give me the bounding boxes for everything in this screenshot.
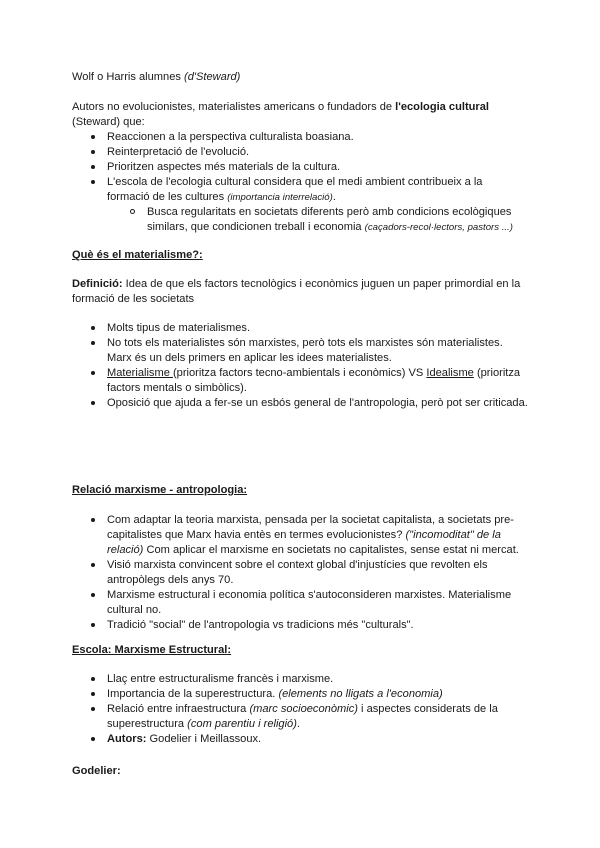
list-item-text-end: Com aplicar el marxisme en societats no capitalistes, sense estat ni mercat.: [143, 544, 519, 556]
intro-paragraph-end: (Steward) que:: [72, 116, 145, 128]
materialisme-term: Materialisme: [107, 367, 173, 379]
list-item: [72, 160, 528, 175]
sub-list-item-text: Busca regularitats en societats diferents però amb condicions ecològiques similars, que condicionen treball i economia: [147, 206, 512, 233]
list-item: [72, 687, 528, 702]
list-item-text-end: .: [332, 191, 336, 203]
list-item-text: Relació entre infraestructura: [107, 703, 250, 715]
list-item-text: Oposició que ajuda a fer-se un esbós general de l'antropologia, però pot ser criticada.: [107, 397, 528, 409]
sub-list-item-italic: (caçadors-recol·lectors, pastors ...): [364, 222, 513, 233]
intro-title: [72, 70, 528, 85]
definition-paragraph: [72, 277, 528, 307]
list-item: [72, 130, 528, 145]
list-item-text: Importancia de la superestructura.: [107, 688, 279, 700]
list-item-text: Marxisme estructural i economia política s'autoconsideren marxistes. Materialisme cultural no.: [107, 589, 512, 616]
list-item-text: Reinterpretació de l'evolució.: [107, 146, 250, 158]
list-item: [72, 321, 528, 336]
list-item: [72, 702, 528, 732]
list-item-text: Tradició "social" de l'antropologia vs tradicions més "culturals".: [107, 619, 414, 631]
list-item-text: Com adaptar la teoria marxista, pensada per la societat capitalista, a societats pre-capitalistes que Marx havia entès en termes evolucionistes?: [107, 514, 514, 541]
list-item: [72, 366, 528, 396]
list-item-text: Visió marxista convincent sobre el context global d'injustícies que revolten els antropòlegs dels anys 70.: [107, 559, 488, 586]
list-item: [72, 558, 528, 588]
authors-label: Autors:: [107, 733, 147, 745]
sub-list-item: [72, 205, 528, 235]
definition-text: Idea de que els factors tecnològics i econòmics juguen un paper primordial en la formació de les societats: [72, 278, 521, 305]
heading-materialisme: Què és el materialisme?:: [72, 249, 203, 261]
intro-paragraph-bold: l'ecologia cultural: [395, 101, 489, 113]
list-item-italic: (elements no lligats a l'economia): [278, 688, 443, 700]
list-item-text: Llaç entre estructuralisme francès i marxisme.: [107, 673, 334, 685]
list-item-text-end: (prioritza factors mentals o simbòlics).: [107, 367, 521, 394]
authors-text: Godelier i Meillassoux.: [146, 733, 262, 745]
list-item: [72, 175, 528, 205]
list-item: [72, 513, 528, 558]
list-item-italic-2: (com parentiu i religió): [187, 718, 297, 730]
list-item-text: Prioritzen aspectes més materials de la cultura.: [107, 161, 341, 173]
list-item-text: No tots els materialistes són marxistes, però tots els marxistes són materialistes. Marx és un dels primers en aplicar les idees materialistes.: [107, 337, 503, 364]
list-item: [72, 336, 528, 366]
heading-escola: Escola: Marxisme Estructural:: [72, 644, 232, 656]
list-item: [72, 588, 528, 618]
intro-title-text: Wolf o Harris alumnes: [72, 71, 184, 83]
list-item-text-end: .: [296, 718, 301, 730]
relacio-list: [72, 513, 528, 633]
list-item-italic: (importancia interrelació): [227, 192, 333, 203]
list-item-text: L'escola de l'ecologia cultural considera que el medi ambient contribueix a la formació de les cultures: [107, 176, 483, 203]
idealisme-term: Idealisme: [426, 367, 474, 379]
heading-godelier: Godelier:: [72, 765, 121, 777]
definition-label: Definició:: [72, 278, 123, 290]
list-item: [72, 618, 528, 633]
list-item: [72, 145, 528, 160]
list-item-italic: ("incomoditat" de la relació): [107, 529, 501, 556]
materialisme-list: [72, 321, 528, 411]
escola-list: [72, 672, 528, 747]
list-item: [72, 396, 528, 411]
heading-relacio: Relació marxisme - antropologia:: [72, 484, 248, 496]
list-item-text: Molts tipus de materialismes.: [107, 322, 251, 334]
list-item-italic: (marc socioeconòmic): [249, 703, 358, 715]
intro-title-italic: (d'Steward): [184, 71, 241, 83]
intro-list: [72, 130, 528, 235]
list-item: [72, 732, 528, 747]
list-item-text-mid: i aspectes considerats de la superestructura: [107, 703, 498, 730]
intro-paragraph-text: Autors no evolucionistes, materialistes americans o fundadors de: [72, 101, 396, 113]
list-item-text: Reaccionen a la perspectiva culturalista boasiana.: [107, 131, 354, 143]
list-item-text: (prioritza factors tecno-ambientals i econòmics) VS: [172, 367, 427, 379]
intro-paragraph: [72, 100, 528, 130]
list-item: [72, 672, 528, 687]
